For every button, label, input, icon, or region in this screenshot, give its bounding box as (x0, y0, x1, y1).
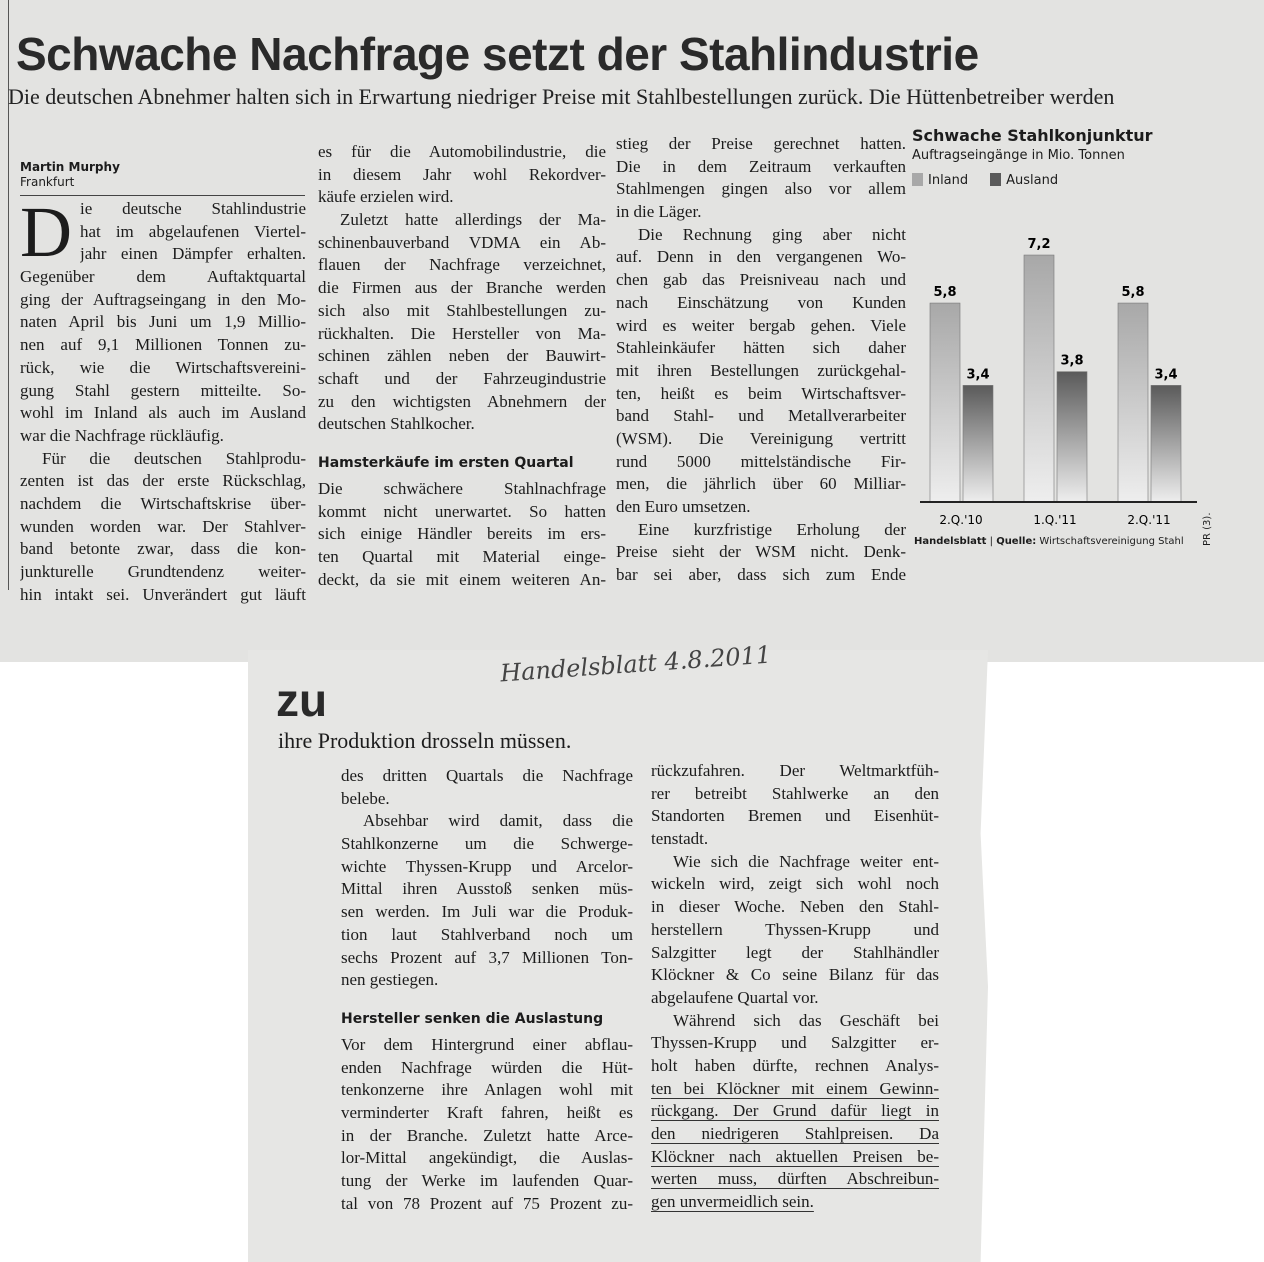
text-line (616, 541, 906, 564)
x-tick-label: 1.Q.'11 (1033, 513, 1077, 527)
text-line-content: holt haben dürfte, rechnen Analys- (651, 1055, 939, 1075)
text-line (651, 1055, 939, 1078)
text-line-content: in die Läger. (616, 202, 702, 222)
text-line-content: naten April bis Juni um 1,9 Millio- (20, 312, 306, 332)
data-label: 5,8 (1121, 285, 1145, 301)
text-line-content: flauen der Nachfrage verzeichnet, (318, 255, 606, 275)
text-line (616, 519, 906, 542)
text-line-content: wohl im Inland als auch im Ausland (20, 403, 306, 423)
text-line (651, 1078, 939, 1101)
text-line (616, 337, 906, 360)
text-line-content: in diesem Jahr wohl Rekordver- (318, 164, 606, 184)
legend-swatch-ausland (990, 173, 1001, 186)
bar-inland (930, 303, 960, 502)
text-line (318, 277, 606, 300)
text-line (341, 901, 633, 924)
text-line (341, 810, 633, 833)
text-line-content: sich einige Händler bereits im ers- (318, 524, 606, 544)
text-line (616, 224, 906, 247)
text-line-content: wickeln wird, zeigt sich wohl noch (651, 874, 939, 894)
text-line (20, 402, 306, 425)
legend-item-ausland (990, 173, 1058, 188)
text-line-content: (WSM). Die Vereinigung vertritt (616, 428, 906, 448)
text-line-content: Eine kurzfristige Erholung der (638, 519, 906, 539)
text-line (20, 493, 306, 516)
legend-swatch-inland (912, 173, 923, 186)
text-line (651, 1100, 939, 1123)
text-line (341, 1034, 633, 1057)
text-line-content: ten, heißt es beim Wirtschaftsver- (616, 383, 906, 403)
text-line (651, 1032, 939, 1055)
text-line-content: Absehbar wird damit, dass die (363, 811, 633, 831)
text-line-content: den Euro umsetzen. (616, 497, 751, 516)
text-line-content: die Firmen aus der Branche werden (318, 278, 606, 298)
text-line (318, 546, 606, 569)
text-line (651, 851, 939, 874)
photo-credit: PR (3). (1202, 512, 1213, 546)
text-line-content: Für die deutschen Stahlprodu- (42, 448, 306, 468)
text-line-content: gung Stahl gestern mitteilte. So- (20, 380, 306, 400)
text-line-content: Klöckner nach aktuellen Preisen be- (651, 1146, 939, 1166)
subheadline: Die deutschen Abnehmer halten sich in Erwartung niedriger Preise mit Stahlbestellungen zurück. Die Hüttenbetreiber werden (8, 84, 1115, 109)
text-line-content: schinenbauverband VDMA ein Ab- (318, 232, 606, 252)
text-line-content: tung der Werke im laufenden Quar- (341, 1171, 633, 1190)
text-line (341, 856, 633, 879)
text-line-content: es für die Automobilindustrie, die (318, 142, 606, 161)
bar-ausland (963, 385, 993, 502)
text-line (20, 380, 306, 403)
source-label: Quelle: (996, 536, 1037, 547)
text-line (80, 221, 306, 244)
text-line (616, 496, 906, 519)
text-line (20, 470, 306, 493)
data-label: 3,4 (1154, 367, 1178, 383)
text-line-content: ten bei Klöckner mit einem Gewinn- (651, 1078, 939, 1098)
text-line (80, 243, 306, 266)
bar-ausland (1151, 385, 1181, 502)
text-line-content: Salzgitter legt der Stahlhändler (651, 942, 939, 962)
text-line (651, 987, 939, 1010)
text-line-content: bar sei aber, dass sich zum Ende (616, 565, 906, 585)
text-line (616, 133, 906, 156)
text-line-content: Die schwächere Stahlnachfrage (318, 478, 606, 498)
article-column-3 (616, 133, 906, 587)
text-line (651, 1146, 939, 1169)
text-line-content: rückzufahren. Der Weltmarktfüh- (651, 761, 939, 780)
text-line-content: lor-Mittal angekündigt, die Auslas- (341, 1148, 633, 1168)
text-line-content: in der Branche. Zuletzt hatte Arce- (341, 1125, 633, 1145)
text-line-content: Preise sieht der WSM nicht. Denk- (616, 542, 906, 562)
text-line-content: den niedrigeren Stahlpreisen. Da (651, 1124, 939, 1143)
text-line (651, 1168, 939, 1191)
text-line-content: Mittal ihren Ausstoß senken müs- (341, 879, 633, 899)
text-line (616, 428, 906, 451)
text-line (616, 405, 906, 428)
text-line (616, 201, 906, 224)
text-line (341, 1079, 633, 1102)
text-line-content: werten muss, dürften Abschreibun- (651, 1169, 939, 1189)
text-line (318, 209, 606, 232)
author: Martin Murphy (20, 160, 120, 174)
bar-chart (912, 126, 1212, 566)
text-line-content: Klöckner & Co seine Bilanz für das (651, 965, 939, 985)
text-line-content: ie deutsche Stahlindustrie (80, 199, 306, 218)
article-column-2 (318, 141, 606, 591)
text-line-content: ging der Auftragseingang in den Mo- (20, 289, 306, 309)
text-line (616, 156, 906, 179)
text-line-content: enden Nachfrage würden die Hüt- (341, 1057, 633, 1077)
byline (20, 160, 305, 196)
text-line-content: mit ihren Bestellungen zurückgehal- (616, 360, 906, 380)
text-line (616, 246, 906, 269)
text-line-content: zenten ist das der erste Rückschlag, (20, 471, 306, 491)
article-column-5 (651, 760, 939, 1214)
text-line (20, 561, 306, 584)
text-line (318, 391, 606, 414)
text-line-content: nen auf 9,1 Millionen Tonnen zu- (20, 335, 306, 355)
text-line-content: sen werden. Im Juli war die Produk- (341, 902, 633, 922)
text-line (318, 254, 606, 277)
text-line-content: men, die jährlich über 60 Milliar- (616, 474, 906, 494)
legend-item-inland (912, 173, 968, 188)
legend-label: Inland (928, 173, 969, 188)
text-line-content: deckt, da sie mit einem weiteren An- (318, 569, 606, 589)
text-line-content: Standorten Bremen und Eisenhüt- (651, 806, 939, 826)
text-line-content: Die in dem Zeitraum verkauften (616, 156, 906, 176)
text-line (341, 1057, 633, 1080)
text-line-content: des dritten Quartals die Nachfrage (341, 766, 633, 785)
text-line (20, 516, 306, 539)
text-line-content: ten Quartal mit Material einge- (318, 547, 606, 566)
x-tick-label: 2.Q.'10 (939, 513, 983, 527)
text-line (318, 501, 606, 524)
text-line (20, 538, 306, 561)
text-line-content: Wie sich die Nachfrage weiter ent- (673, 851, 939, 871)
text-line-content: tenkonzerne ihre Anlagen wohl mit (341, 1080, 633, 1100)
text-line-content: rund 5000 mittelständische Fir- (616, 451, 906, 471)
text-line-content: stieg der Preise gerechnet hatten. (616, 134, 906, 153)
text-line-content: nach Einschätzung von Kunden (616, 292, 906, 312)
x-tick-label: 2.Q.'11 (1127, 513, 1171, 527)
text-line-content: Stahlmengen gingen also vor allem (616, 179, 906, 199)
text-line (318, 232, 606, 255)
text-line-content: Während sich das Geschäft bei (673, 1010, 939, 1030)
text-line (616, 564, 906, 587)
section-heading: Hamsterkäufe im ersten Quartal (318, 454, 574, 471)
source-brand: Handelsblatt (914, 536, 987, 547)
text-line (616, 360, 906, 383)
text-line-content: nen gestiegen. (341, 970, 439, 990)
bar-ausland (1057, 372, 1087, 502)
text-line (20, 357, 306, 380)
text-line (341, 1193, 633, 1216)
text-line (341, 1147, 633, 1170)
legend-label: Ausland (1006, 173, 1059, 188)
text-line (341, 1125, 633, 1148)
text-line-content: rück, wie die Wirtschaftsvereini- (20, 357, 306, 377)
text-line (651, 1010, 939, 1033)
text-line (341, 1102, 633, 1125)
text-line-content: belebe. (341, 788, 390, 808)
text-line-content: herstellern Thyssen-Krupp und (651, 919, 939, 939)
text-line-content: deutschen Stahlkocher. (318, 414, 475, 434)
text-line (616, 315, 906, 338)
text-line-content: tenstadt. (651, 829, 709, 849)
text-line (318, 368, 606, 391)
text-line (341, 788, 633, 811)
headline-continuation: zu (276, 674, 328, 726)
text-line-content: Zuletzt hatte allerdings der Ma- (340, 210, 606, 230)
text-line-content: sich also mit Stahlbestellungen zu- (318, 300, 606, 320)
text-line-content: tal von 78 Prozent auf 75 Prozent zu- (341, 1193, 633, 1213)
text-line (318, 345, 606, 368)
text-line (651, 1123, 939, 1146)
text-line-content: chen gab das Preisniveau nach und (616, 270, 906, 290)
text-line (341, 833, 633, 856)
text-line (20, 584, 306, 607)
dateline: Frankfurt (20, 175, 75, 189)
text-line-content: verminderter Kraft fahren, heißt es (341, 1102, 633, 1122)
chart-legend (912, 173, 1212, 188)
text-line-content: wird es weiter bergab gehen. Viele (616, 315, 906, 335)
data-label: 3,8 (1060, 353, 1084, 369)
text-line (341, 765, 633, 788)
text-line-content: Gegenüber dem Auftaktquartal (20, 267, 306, 287)
text-line (20, 334, 306, 357)
text-line (651, 873, 939, 896)
text-line-content: hin intakt sei. Unverändert gut läuft (20, 584, 306, 604)
bar-inland (1118, 303, 1148, 502)
headline: Schwache Nachfrage setzt der Stahlindustrie (16, 28, 979, 80)
text-line (651, 828, 939, 851)
text-line-content: käufe erzielen wird. (318, 187, 454, 207)
text-line (616, 178, 906, 201)
text-line (651, 1191, 939, 1214)
text-line-content: wichte Thyssen-Krupp und Arcelor- (341, 856, 633, 876)
text-line-content: band betonte zwar, dass die kon- (20, 539, 306, 559)
text-line (616, 473, 906, 496)
text-line (651, 942, 939, 965)
text-line (616, 292, 906, 315)
text-line (341, 969, 633, 992)
data-label: 3,4 (966, 367, 990, 383)
text-line (651, 919, 939, 942)
text-line-content: schinen zählen neben der Bauwirt- (318, 346, 606, 366)
text-line-content: rer betreibt Stahlwerke an den (651, 783, 939, 803)
text-line-content: junkturelle Grundtendenz weiter- (20, 562, 306, 581)
section-heading: Hersteller senken die Auslastung (341, 1010, 604, 1027)
text-line (651, 760, 939, 783)
text-line-content: in dieser Woche. Neben den Stahl- (651, 897, 939, 917)
text-line-content: auf. Denn in den vergangenen Wo- (616, 247, 906, 267)
data-label: 5,8 (933, 285, 957, 301)
text-line-content: band Stahl- und Metallverarbeiter (616, 406, 906, 426)
text-line-content: Thyssen-Krupp und Salzgitter er- (651, 1033, 939, 1053)
text-line-content: tion laut Stahlverband noch um (341, 924, 633, 944)
text-line-content: zu den wichtigsten Abnehmern der (318, 391, 606, 411)
article-column-1 (20, 192, 306, 606)
text-line (651, 805, 939, 828)
text-line (20, 289, 306, 312)
handwritten-note: Handelsblatt 4.8.2011 (499, 640, 773, 688)
text-line (318, 141, 606, 164)
text-line-content: war die Nachfrage rückläufig. (20, 425, 224, 445)
text-line (616, 451, 906, 474)
text-line (318, 186, 606, 209)
text-line-content: rückhalten. Die Hersteller von Ma- (318, 323, 606, 343)
bar-inland (1024, 255, 1054, 502)
chart-source: Handelsblatt | Quelle: Wirtschaftsvereinigung Stahl (914, 536, 1184, 547)
text-line-content: jahr einen Dämpfer erhalten. (80, 244, 306, 264)
text-line-content: abgelaufene Quartal vor. (651, 987, 819, 1007)
text-line-content: Die Rechnung ging aber nicht (638, 224, 906, 244)
text-line (318, 478, 606, 501)
text-line (80, 198, 306, 221)
article-column-4 (341, 765, 633, 1215)
text-line (651, 896, 939, 919)
text-line-content: nachdem die Wirtschaftskrise über- (20, 493, 306, 513)
chart-plot (912, 202, 1212, 532)
text-line (318, 413, 606, 436)
text-line (318, 300, 606, 323)
text-line (616, 383, 906, 406)
text-line (20, 425, 306, 448)
text-line (341, 1170, 633, 1193)
text-line-content: sechs Prozent auf 3,7 Millionen Ton- (341, 947, 633, 967)
text-line (318, 569, 606, 592)
text-line-content: kommt nicht unerwartet. So hatten (318, 501, 606, 521)
text-line (318, 323, 606, 346)
text-line-content: schaft und der Fahrzeugindustrie (318, 368, 606, 388)
text-line (341, 878, 633, 901)
text-line (341, 924, 633, 947)
text-line-content: Vor dem Hintergrund einer abflau- (341, 1034, 633, 1054)
data-label: 7,2 (1027, 237, 1051, 253)
drop-cap: D (20, 192, 72, 272)
chart-subtitle: Auftragseingänge in Mio. Tonnen (912, 148, 1125, 163)
text-line-content: gen unvermeidlich sein. (651, 1192, 814, 1212)
chart-title: Schwache Stahlkonjunktur (912, 126, 1153, 145)
text-line (20, 448, 306, 471)
text-line (341, 947, 633, 970)
text-line-content: hat im abgelaufenen Viertel- (80, 221, 306, 241)
text-line (20, 311, 306, 334)
text-line-content: Stahlkonzerne um die Schwerge- (341, 834, 633, 854)
text-line-content: rückgang. Der Grund dafür liegt in (651, 1101, 939, 1121)
text-line (616, 269, 906, 292)
text-line-content: Stahleinkäufer hätten sich daher (616, 338, 906, 358)
source-name: Wirtschaftsvereinigung Stahl (1039, 536, 1184, 547)
text-line (20, 266, 306, 289)
text-line (318, 164, 606, 187)
text-line (318, 523, 606, 546)
text-line (651, 964, 939, 987)
text-line (651, 783, 939, 806)
subheadline-continuation: ihre Produktion drosseln müssen. (278, 728, 572, 753)
text-line-content: wunden worden war. Der Stahlver- (20, 516, 306, 536)
